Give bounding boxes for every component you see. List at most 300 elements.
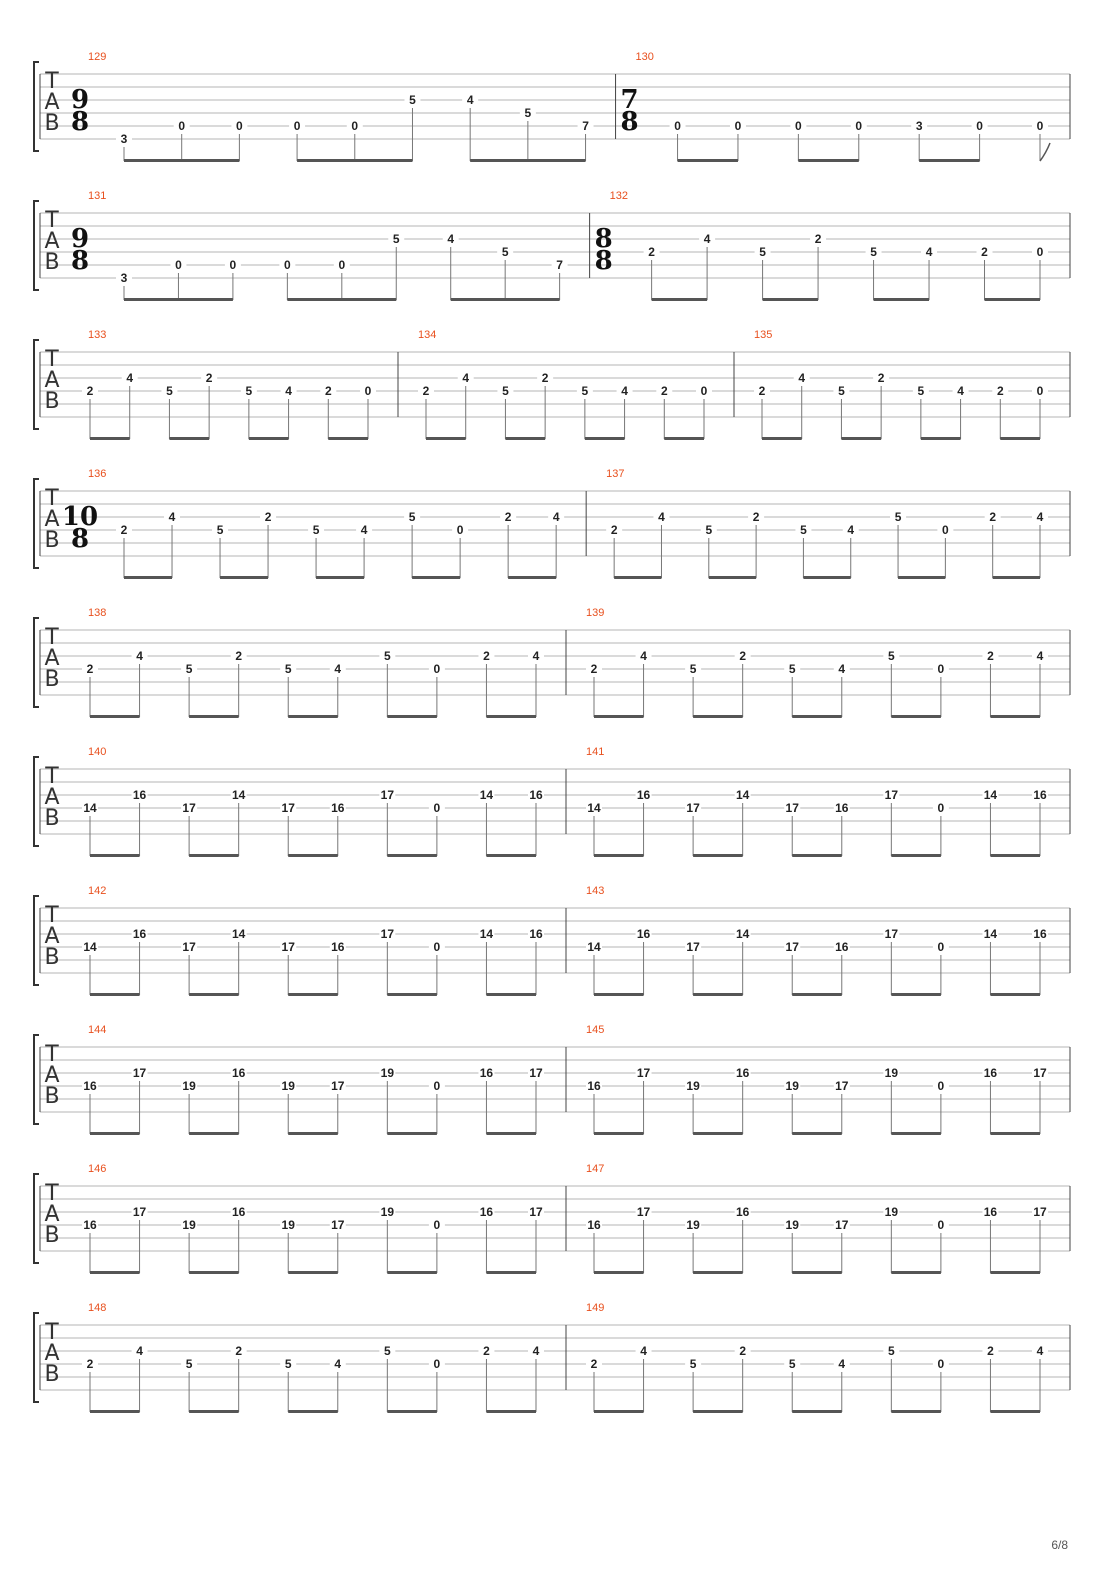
eighth-beam: [594, 1132, 644, 1135]
eighth-beam: [486, 715, 536, 718]
fret-number: 0: [937, 801, 945, 815]
fret-number: 19: [686, 1079, 700, 1093]
eighth-beam: [664, 437, 704, 440]
tab-clef-letter: B: [44, 389, 60, 414]
fret-number: 5: [887, 649, 895, 663]
fret-number: 5: [502, 384, 509, 398]
eighth-beam: [990, 1132, 1040, 1135]
tab-clef-letter: T: [45, 69, 59, 94]
fret-number: 0: [433, 1079, 441, 1093]
fret-number: 4: [703, 232, 711, 246]
fret-number: 4: [552, 510, 560, 524]
fret-number: 0: [364, 384, 372, 398]
fret-number: 0: [795, 119, 802, 133]
tab-system: [34, 51, 1070, 162]
fret-number: 17: [380, 927, 395, 941]
tab-system: [34, 885, 1070, 996]
fret-number: 5: [800, 523, 807, 537]
fret-number: 0: [937, 1357, 945, 1371]
bar-number: 135: [754, 329, 773, 341]
eighth-beam: [124, 298, 233, 301]
bar-number: 130: [635, 51, 654, 63]
eighth-beam: [486, 1271, 536, 1274]
eighth-beam: [249, 437, 289, 440]
fret-number: 0: [433, 940, 441, 954]
fret-number: 0: [734, 119, 742, 133]
fret-number: 2: [610, 523, 618, 537]
eighth-beam: [594, 715, 644, 718]
tab-clef-letter: A: [44, 368, 60, 393]
fret-number: 16: [331, 801, 345, 815]
fret-number: 0: [942, 523, 949, 537]
eighth-beam: [841, 437, 881, 440]
tab-clef-letter: B: [44, 111, 60, 136]
eighth-beam: [426, 437, 466, 440]
time-signature-denominator: 8: [620, 107, 639, 137]
fret-number: 0: [674, 119, 681, 133]
eighth-beam: [792, 854, 842, 857]
fret-number: 16: [587, 1218, 601, 1232]
eighth-beam: [792, 993, 842, 996]
bar-number: 149: [586, 1302, 605, 1314]
eighth-beam: [486, 1410, 536, 1413]
fret-number: 4: [447, 232, 455, 246]
fret-number: 4: [360, 523, 368, 537]
eighth-beam: [470, 159, 585, 162]
tab-bar: [71, 51, 616, 162]
fret-number: 5: [185, 662, 193, 676]
fret-number: 0: [937, 662, 945, 676]
eighth-beam: [594, 1410, 644, 1413]
fret-number: 0: [178, 119, 186, 133]
eighth-beam: [891, 1410, 941, 1413]
system-bracket: [34, 757, 39, 846]
fret-number: 17: [835, 1218, 849, 1232]
fret-number: 3: [915, 119, 923, 133]
time-signature-denominator: 8: [70, 246, 90, 276]
fret-number: 4: [136, 1344, 143, 1358]
eighth-beam: [792, 1410, 842, 1413]
tab-bar: [586, 746, 1070, 857]
fret-number: 2: [86, 1357, 94, 1371]
tab-clef-letter: A: [44, 785, 60, 810]
fret-number: 14: [587, 940, 601, 954]
fret-number: 4: [847, 523, 855, 537]
fret-number: 0: [293, 119, 301, 133]
eighth-beam: [678, 159, 738, 162]
tab-clef-letter: T: [45, 1181, 59, 1206]
fret-number: 17: [835, 1079, 849, 1093]
fret-number: 5: [524, 106, 532, 120]
fret-number: 17: [182, 801, 196, 815]
fret-number: 4: [334, 662, 342, 676]
system-bracket: [34, 618, 39, 707]
fret-number: 4: [462, 371, 470, 385]
eighth-beam: [763, 298, 818, 301]
fret-number: 0: [433, 662, 441, 676]
fret-number: 17: [182, 940, 196, 954]
eighth-flag: [1040, 143, 1050, 161]
eighth-beam: [508, 576, 556, 579]
fret-number: 19: [281, 1218, 295, 1232]
fret-number: 5: [501, 245, 509, 259]
fret-number: 17: [281, 801, 295, 815]
bar-number: 138: [88, 607, 107, 619]
fret-number: 17: [1033, 1205, 1047, 1219]
fret-number: 0: [229, 258, 237, 272]
fret-number: 4: [285, 384, 292, 398]
tab-bar: [754, 329, 1070, 440]
fret-number: 7: [582, 119, 589, 133]
bar-number: 146: [88, 1163, 107, 1175]
fret-number: 2: [205, 371, 213, 385]
eighth-beam: [124, 159, 239, 162]
fret-number: 14: [83, 940, 97, 954]
eighth-beam: [693, 715, 743, 718]
system-bracket: [34, 479, 39, 568]
fret-number: 14: [983, 788, 998, 802]
fret-number: 2: [504, 510, 512, 524]
fret-number: 4: [1036, 649, 1044, 663]
tab-bar: [418, 329, 734, 440]
fret-number: 3: [120, 271, 128, 285]
fret-number: 14: [735, 927, 750, 941]
fret-number: 16: [835, 940, 849, 954]
bar-number: 137: [606, 468, 625, 480]
tab-clef-letter: B: [44, 250, 60, 275]
fret-number: 17: [132, 1066, 147, 1080]
eighth-beam: [985, 298, 1040, 301]
fret-number: 2: [235, 649, 243, 663]
tab-clef-letter: T: [45, 1042, 59, 1067]
fret-number: 0: [855, 119, 863, 133]
fret-number: 5: [689, 1357, 697, 1371]
tab-clef-letter: T: [45, 347, 59, 372]
fret-number: 5: [408, 510, 416, 524]
fret-number: 0: [284, 258, 291, 272]
fret-number: 0: [937, 940, 945, 954]
tab-bar: [595, 190, 1070, 301]
eighth-beam: [412, 576, 460, 579]
eighth-beam: [693, 1410, 743, 1413]
fret-number: 19: [884, 1066, 899, 1080]
fret-number: 5: [870, 245, 877, 259]
eighth-beam: [614, 576, 661, 579]
fret-number: 0: [175, 258, 182, 272]
eighth-beam: [189, 1132, 239, 1135]
eighth-beam: [919, 159, 979, 162]
eighth-beam: [693, 993, 743, 996]
fret-number: 16: [636, 788, 651, 802]
page-number: 6/8: [1051, 1538, 1068, 1552]
time-signature-numerator: 10: [61, 502, 99, 532]
fret-number: 4: [798, 371, 806, 385]
fret-number: 5: [759, 245, 766, 259]
tab-bar: [62, 468, 586, 579]
fret-number: 2: [996, 384, 1004, 398]
eighth-beam: [387, 1410, 437, 1413]
fret-number: 16: [331, 940, 345, 954]
fret-number: 0: [433, 1218, 441, 1232]
tab-system: [34, 1024, 1070, 1135]
bar-number: 129: [88, 51, 107, 63]
fret-number: 5: [689, 662, 697, 676]
tab-bar: [82, 1302, 566, 1413]
eighth-beam: [287, 298, 396, 301]
fret-number: 2: [264, 510, 272, 524]
tab-clef-letter: B: [44, 528, 60, 553]
eighth-beam: [189, 854, 239, 857]
bar-number: 139: [586, 607, 605, 619]
fret-number: 14: [479, 788, 494, 802]
fret-number: 4: [334, 1357, 342, 1371]
tab-system: [34, 1163, 1070, 1274]
tab-system: [34, 190, 1070, 301]
eighth-beam: [328, 437, 368, 440]
fret-number: 17: [1033, 1066, 1047, 1080]
fret-number: 0: [937, 1079, 945, 1093]
fret-number: 5: [383, 649, 391, 663]
fret-number: 2: [752, 510, 760, 524]
eighth-beam: [792, 1132, 842, 1135]
eighth-beam: [792, 715, 842, 718]
fret-number: 5: [838, 384, 845, 398]
fret-number: 0: [1036, 384, 1044, 398]
fret-number: 4: [925, 245, 933, 259]
eighth-beam: [921, 437, 961, 440]
fret-number: 5: [917, 384, 925, 398]
bar-number: 133: [88, 329, 107, 341]
eighth-beam: [486, 1132, 536, 1135]
eighth-beam: [709, 576, 756, 579]
eighth-beam: [486, 854, 536, 857]
eighth-beam: [297, 159, 412, 162]
fret-number: 17: [686, 801, 700, 815]
fret-number: 2: [86, 384, 94, 398]
fret-number: 14: [231, 927, 246, 941]
fret-number: 4: [532, 1344, 540, 1358]
fret-number: 2: [660, 384, 668, 398]
eighth-beam: [316, 576, 364, 579]
fret-number: 4: [1036, 1344, 1044, 1358]
fret-number: 16: [83, 1079, 97, 1093]
fret-number: 16: [132, 927, 147, 941]
tab-system: [34, 329, 1070, 440]
fret-number: 5: [166, 384, 173, 398]
fret-number: 14: [231, 788, 246, 802]
fret-number: 2: [987, 1344, 994, 1358]
eighth-beam: [90, 1132, 140, 1135]
fret-number: 16: [231, 1205, 246, 1219]
fret-number: 0: [338, 258, 346, 272]
fret-number: 17: [785, 801, 799, 815]
system-bracket: [34, 340, 39, 429]
eighth-beam: [90, 1271, 140, 1274]
tab-clef-letter: A: [44, 1063, 60, 1088]
fret-number: 19: [380, 1066, 395, 1080]
fret-number: 17: [331, 1218, 345, 1232]
fret-number: 0: [937, 1218, 945, 1232]
eighth-beam: [505, 437, 545, 440]
eighth-beam: [90, 993, 140, 996]
time-signature-denominator: 8: [594, 246, 613, 276]
eighth-beam: [993, 576, 1040, 579]
fret-number: 5: [705, 523, 713, 537]
system-bracket: [34, 896, 39, 985]
fret-number: 2: [86, 662, 94, 676]
fret-number: 14: [587, 801, 601, 815]
fret-number: 4: [957, 384, 964, 398]
eighth-beam: [990, 993, 1040, 996]
fret-number: 5: [894, 510, 902, 524]
fret-number: 4: [466, 93, 474, 107]
eighth-beam: [693, 854, 743, 857]
eighth-beam: [189, 715, 239, 718]
fret-number: 16: [983, 1205, 998, 1219]
bar-number: 141: [586, 746, 605, 758]
fret-number: 17: [529, 1066, 543, 1080]
eighth-beam: [898, 576, 945, 579]
fret-number: 2: [120, 523, 128, 537]
fret-number: 2: [739, 649, 747, 663]
eighth-beam: [594, 993, 644, 996]
fret-number: 16: [735, 1066, 750, 1080]
eighth-beam: [288, 1410, 338, 1413]
bar-number: 132: [609, 190, 628, 202]
time-signature-numerator: 9: [70, 224, 90, 254]
eighth-beam: [189, 1410, 239, 1413]
eighth-beam: [891, 1132, 941, 1135]
tab-clef-letter: T: [45, 764, 59, 789]
eighth-beam: [387, 1132, 437, 1135]
tab-bar: [586, 885, 1070, 996]
tab-bar: [82, 329, 398, 440]
eighth-beam: [762, 437, 802, 440]
eighth-beam: [486, 993, 536, 996]
bar-number: 143: [586, 885, 605, 897]
fret-number: 16: [1033, 788, 1047, 802]
tab-system: [34, 468, 1070, 579]
eighth-beam: [1000, 437, 1040, 440]
fret-number: 16: [636, 927, 651, 941]
fret-number: 5: [312, 523, 320, 537]
fret-number: 16: [479, 1205, 494, 1219]
eighth-beam: [387, 715, 437, 718]
fret-number: 14: [83, 801, 97, 815]
fret-number: 19: [785, 1079, 799, 1093]
fret-number: 17: [636, 1205, 651, 1219]
tab-system: [34, 607, 1070, 718]
eighth-beam: [891, 715, 941, 718]
fret-number: 5: [284, 1357, 292, 1371]
tab-clef-letter: B: [44, 945, 60, 970]
tab-clef-letter: T: [45, 1320, 59, 1345]
fret-number: 17: [884, 927, 899, 941]
eighth-beam: [652, 298, 707, 301]
fret-number: 16: [1033, 927, 1047, 941]
fret-number: 2: [987, 649, 994, 663]
eighth-beam: [387, 854, 437, 857]
fret-number: 16: [835, 801, 849, 815]
fret-number: 2: [758, 384, 766, 398]
tab-clef-letter: A: [44, 1202, 60, 1227]
fret-number: 17: [785, 940, 799, 954]
bar-number: 142: [88, 885, 107, 897]
fret-number: 19: [686, 1218, 700, 1232]
fret-number: 0: [700, 384, 708, 398]
eighth-beam: [288, 1132, 338, 1135]
fret-number: 2: [877, 371, 885, 385]
fret-number: 2: [324, 384, 332, 398]
system-bracket: [34, 1035, 39, 1124]
fret-number: 19: [281, 1079, 295, 1093]
fret-number: 0: [236, 119, 243, 133]
fret-number: 3: [120, 132, 128, 146]
fret-number: 16: [132, 788, 147, 802]
fret-number: 16: [735, 1205, 750, 1219]
eighth-beam: [220, 576, 268, 579]
fret-number: 2: [590, 662, 598, 676]
eighth-beam: [189, 1271, 239, 1274]
bar-number: 147: [586, 1163, 605, 1175]
eighth-beam: [891, 993, 941, 996]
system-bracket: [34, 1313, 39, 1402]
bar-number: 136: [88, 468, 107, 480]
bar-number: 145: [586, 1024, 605, 1036]
eighth-beam: [90, 1410, 140, 1413]
fret-number: 2: [989, 510, 997, 524]
eighth-beam: [594, 854, 644, 857]
fret-number: 7: [556, 258, 563, 272]
tab-clef-letter: B: [44, 1084, 60, 1109]
tab-bar: [82, 885, 566, 996]
fret-number: 0: [433, 1357, 441, 1371]
fret-number: 5: [245, 384, 253, 398]
fret-number: 16: [529, 788, 543, 802]
time-signature-numerator: 8: [594, 224, 613, 254]
eighth-beam: [288, 715, 338, 718]
tab-clef-letter: B: [44, 806, 60, 831]
bar-number: 134: [418, 329, 437, 341]
tab-system: [34, 746, 1070, 857]
eighth-beam: [288, 1271, 338, 1274]
fret-number: 2: [814, 232, 822, 246]
bar-number: 148: [88, 1302, 107, 1314]
eighth-beam: [288, 854, 338, 857]
fret-number: 17: [529, 1205, 543, 1219]
eighth-beam: [90, 437, 130, 440]
fret-number: 2: [483, 1344, 490, 1358]
fret-number: 17: [132, 1205, 147, 1219]
fret-number: 2: [648, 245, 655, 259]
eighth-beam: [169, 437, 209, 440]
fret-number: 0: [456, 523, 464, 537]
fret-number: 16: [479, 1066, 494, 1080]
eighth-beam: [387, 1271, 437, 1274]
eighth-beam: [990, 715, 1040, 718]
eighth-beam: [90, 715, 140, 718]
eighth-beam: [693, 1271, 743, 1274]
eighth-beam: [990, 1410, 1040, 1413]
bar-number: 131: [88, 190, 107, 202]
eighth-beam: [387, 993, 437, 996]
eighth-beam: [451, 298, 560, 301]
eighth-beam: [798, 159, 858, 162]
fret-number: 5: [788, 662, 796, 676]
fret-number: 17: [884, 788, 899, 802]
fret-number: 5: [409, 93, 416, 107]
fret-number: 19: [182, 1218, 196, 1232]
